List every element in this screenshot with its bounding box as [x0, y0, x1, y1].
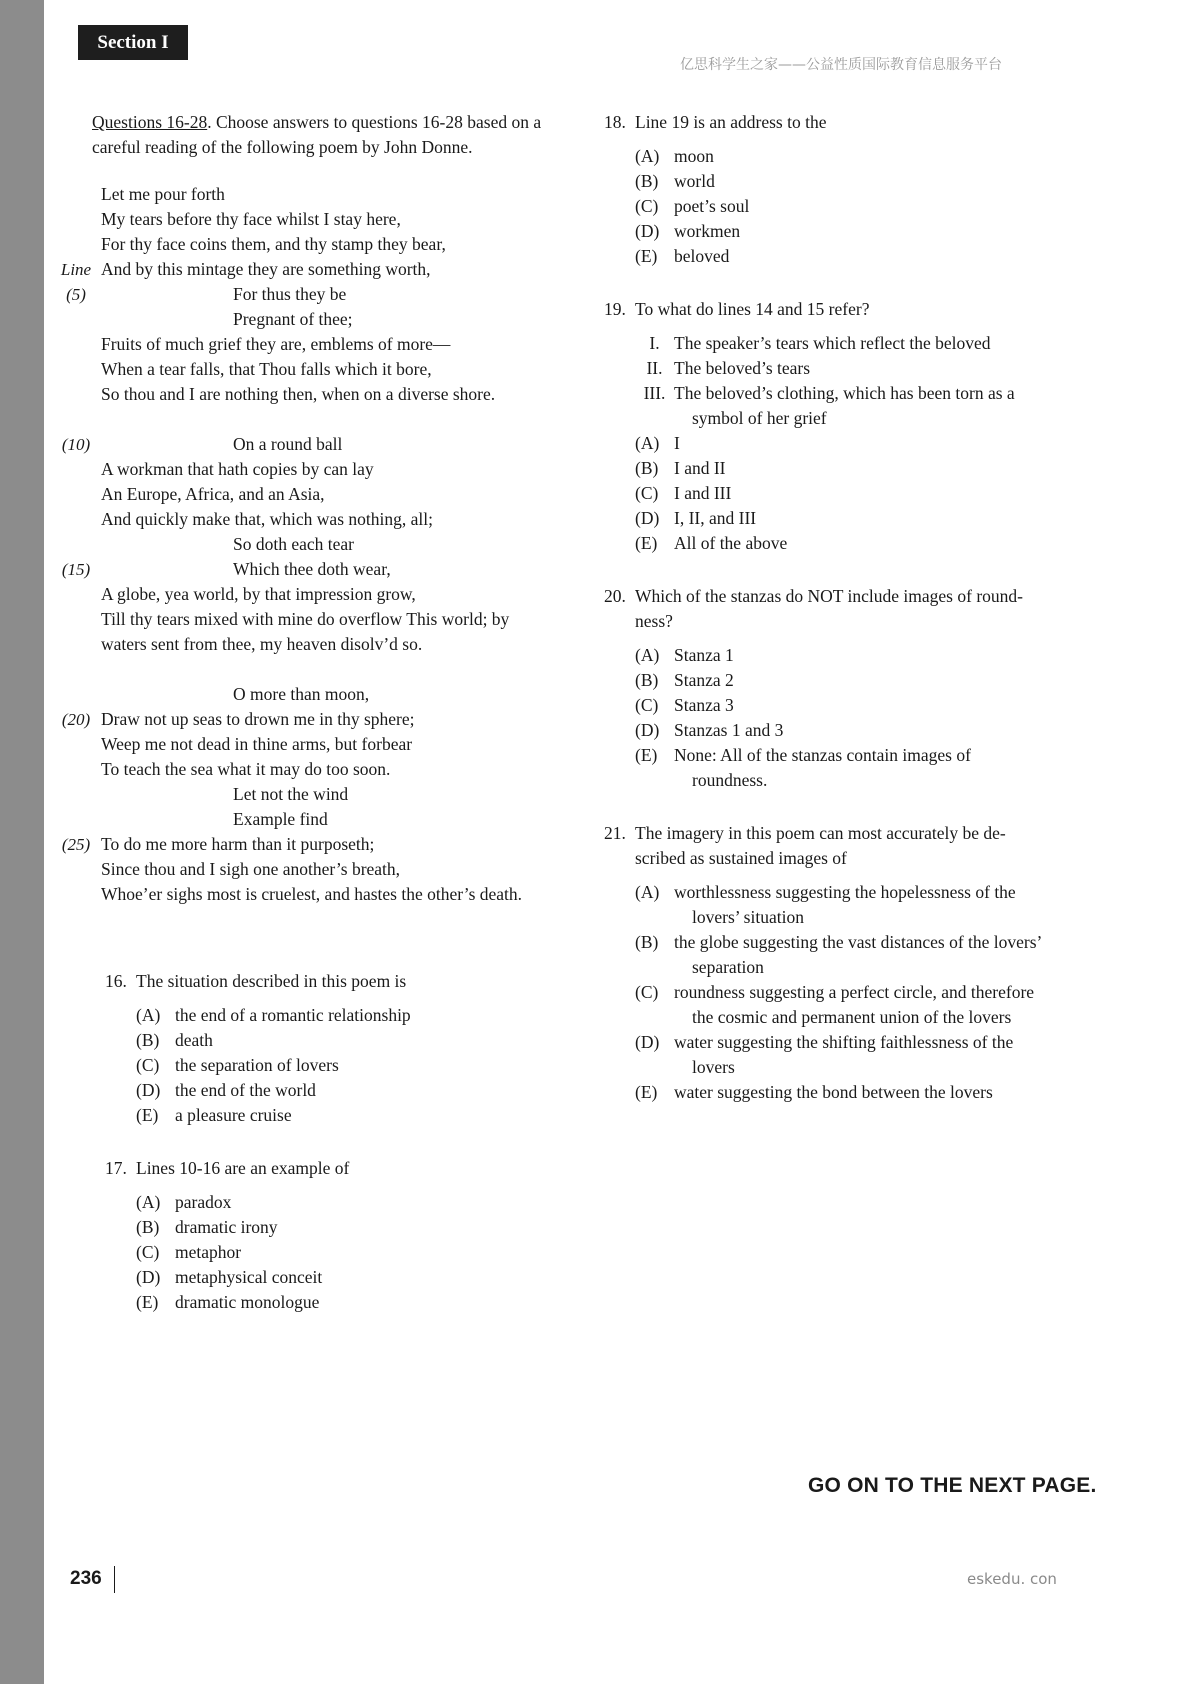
poem-line-text: A workman that hath copies by can lay — [101, 459, 374, 479]
line-number: (20) — [61, 710, 91, 729]
option-text-line: worthlessness suggesting the hopelessness of the — [674, 882, 1016, 902]
option-label: (A) — [635, 882, 660, 902]
questions-left — [58, 969, 578, 1315]
option-text — [175, 1028, 578, 1053]
statement-item — [635, 331, 1079, 356]
poem-line — [58, 357, 578, 382]
option-text-line: the end of the world — [175, 1080, 316, 1100]
answer-option — [136, 1215, 578, 1240]
poem-line-text: O more than moon, — [233, 684, 370, 704]
option-label: (B) — [635, 458, 659, 478]
option-text — [674, 169, 1079, 194]
option-text-line: dramatic monologue — [175, 1292, 320, 1312]
option-text-line: poet’s soul — [674, 196, 750, 216]
poem-line-text: An Europe, Africa, and an Asia, — [101, 484, 325, 504]
option-text — [674, 219, 1079, 244]
question-stem — [105, 969, 578, 994]
poem-line — [58, 432, 578, 457]
poem-line-text: To do me more harm than it purposeth; — [101, 834, 375, 854]
left-column — [58, 110, 578, 1343]
answer-option — [136, 1290, 578, 1315]
page-number-divider — [114, 1566, 115, 1593]
poem-line — [58, 232, 578, 257]
option-text — [674, 456, 1079, 481]
poem-line — [58, 257, 578, 282]
answer-option — [635, 481, 1079, 506]
option-text-line: roundness suggesting a perfect circle, and therefore — [674, 982, 1035, 1002]
poem-stanza — [58, 682, 578, 907]
option-text-line: world — [674, 171, 715, 191]
option-text — [674, 693, 1079, 718]
option-text-line: the end of a romantic relationship — [175, 1005, 411, 1025]
answer-option — [635, 930, 1079, 980]
option-label: (A) — [136, 1005, 161, 1025]
poem-line — [58, 782, 578, 807]
question-text: The situation described in this poem is — [136, 971, 407, 991]
option-text-line: metaphor — [175, 1242, 242, 1262]
next-page-notice: GO ON TO THE NEXT PAGE. — [808, 1474, 1097, 1497]
option-text-line: roundness. — [692, 770, 768, 790]
poem-line — [58, 682, 578, 707]
option-label: (A) — [635, 645, 660, 665]
option-text-line: metaphysical conceit — [175, 1267, 323, 1287]
poem-line-text: Till thy tears mixed with mine do overflow This world; by — [101, 609, 510, 629]
poem-line — [58, 307, 578, 332]
line-number: (10) — [61, 435, 91, 454]
option-text-line: Stanzas 1 and 3 — [674, 720, 784, 740]
option-label: (D) — [136, 1080, 161, 1100]
option-label: (D) — [635, 508, 660, 528]
answer-option — [136, 1265, 578, 1290]
question-number: 21. — [604, 823, 626, 843]
poem-line — [58, 457, 578, 482]
question-item — [105, 969, 578, 1128]
question-item — [604, 110, 1079, 269]
line-number: (5) — [66, 285, 86, 304]
answer-option — [635, 169, 1079, 194]
option-text-line: lovers — [692, 1057, 735, 1077]
answer-option — [635, 506, 1079, 531]
poem-line-text: When a tear falls, that Thou falls which it bore, — [101, 359, 432, 379]
answer-option — [136, 1028, 578, 1053]
option-text-line: Stanza 3 — [674, 695, 734, 715]
answer-option — [635, 456, 1079, 481]
answer-option — [635, 531, 1079, 556]
statement-list — [635, 331, 1079, 431]
option-text-line: workmen — [674, 221, 741, 241]
poem-line — [58, 482, 578, 507]
answer-option — [136, 1190, 578, 1215]
option-text — [674, 930, 1079, 980]
answer-option — [136, 1078, 578, 1103]
question-stem — [604, 110, 1079, 135]
question-stem — [105, 1156, 578, 1181]
poem-line-text: For thy face coins them, and thy stamp they bear, — [101, 234, 446, 254]
poem-stanza — [58, 182, 578, 407]
option-text — [674, 1030, 1079, 1080]
answer-option — [635, 194, 1079, 219]
answer-option — [635, 1080, 1079, 1105]
option-label: (E) — [136, 1105, 159, 1125]
answer-options — [635, 643, 1079, 793]
answer-option — [635, 219, 1079, 244]
question-stem — [604, 821, 1079, 871]
line-number: (15) — [61, 560, 91, 579]
question-text-line: The imagery in this poem can most accurately be de- — [635, 823, 1006, 843]
instructions — [92, 110, 572, 160]
poem-line — [58, 582, 578, 607]
question-stem — [604, 297, 1079, 322]
poem-line — [58, 382, 578, 407]
answer-option — [635, 1030, 1079, 1080]
roman-numeral: II. — [646, 358, 663, 378]
option-text-line: I and II — [674, 458, 726, 478]
question-text-line: Which of the stanzas do NOT include images of round- — [635, 586, 1023, 606]
poem-line — [58, 832, 578, 857]
option-text — [674, 194, 1079, 219]
option-text-line: the cosmic and permanent union of the lovers — [692, 1007, 1012, 1027]
site-url: eskedu. con — [967, 1570, 1057, 1588]
option-text-line: beloved — [674, 246, 730, 266]
option-text-line: I and III — [674, 483, 732, 503]
option-text — [674, 668, 1079, 693]
option-text — [674, 331, 1079, 356]
option-text — [674, 1080, 1079, 1105]
question-text — [635, 584, 1079, 634]
answer-option — [635, 668, 1079, 693]
poem-line-text: So doth each tear — [233, 534, 354, 554]
answer-option — [136, 1103, 578, 1128]
poem — [58, 182, 578, 907]
answer-options — [136, 1003, 578, 1128]
option-text-line: lovers’ situation — [692, 907, 804, 927]
option-text — [175, 1215, 578, 1240]
option-text-line: the globe suggesting the vast distances of the lovers’ — [674, 932, 1043, 952]
poem-line-text: To teach the sea what it may do too soon. — [101, 759, 391, 779]
poem-line — [58, 882, 578, 907]
poem-line — [58, 557, 578, 582]
poem-line-text: Since thou and I sigh one another’s breath, — [101, 859, 401, 879]
page-number: 236 — [70, 1568, 102, 1589]
question-text — [635, 821, 1079, 871]
instructions-text: . Choose answers to questions 16-28 based on a careful reading of the following poem by John Donne. — [92, 112, 542, 157]
poem-line-text: A globe, yea world, by that impression grow, — [101, 584, 416, 604]
option-text — [175, 1290, 578, 1315]
option-label: (B) — [136, 1030, 160, 1050]
option-text-line: symbol of her grief — [692, 408, 827, 428]
option-text — [175, 1265, 578, 1290]
question-number: 19. — [604, 299, 626, 319]
option-label: (B) — [635, 670, 659, 690]
option-label: (A) — [635, 146, 660, 166]
option-label: (E) — [635, 246, 658, 266]
page-margin-bar — [0, 0, 44, 1684]
answer-option — [635, 980, 1079, 1030]
question-text: To what do lines 14 and 15 refer? — [635, 299, 870, 319]
instructions-question-range: Questions 16-28 — [92, 112, 208, 132]
poem-line-text: Let me pour forth — [101, 184, 225, 204]
option-text — [674, 356, 1079, 381]
poem-line-text: Whoe’er sighs most is cruelest, and hastes the other’s death. — [101, 884, 523, 904]
question-item — [604, 584, 1079, 793]
poem-line — [58, 732, 578, 757]
answer-options — [635, 880, 1079, 1105]
question-number: 18. — [604, 112, 626, 132]
questions-right — [604, 110, 1079, 1133]
poem-line-text: Which thee doth wear, — [233, 559, 391, 579]
option-text — [674, 643, 1079, 668]
option-text — [175, 1078, 578, 1103]
option-text — [674, 531, 1079, 556]
option-label: (D) — [136, 1267, 161, 1287]
poem-line-text: Draw not up seas to drown me in thy sphere; — [101, 709, 415, 729]
option-label: (C) — [635, 483, 659, 503]
option-text — [674, 880, 1079, 930]
option-label: (E) — [635, 745, 658, 765]
option-label: (A) — [635, 433, 660, 453]
poem-line — [58, 282, 578, 307]
option-text — [674, 481, 1079, 506]
poem-line — [58, 707, 578, 732]
option-label: (C) — [136, 1242, 160, 1262]
option-label: (C) — [136, 1055, 160, 1075]
answer-option — [635, 244, 1079, 269]
option-text-line: None: All of the stanzas contain images of — [674, 745, 971, 765]
question-item — [105, 1156, 578, 1315]
option-label: (E) — [136, 1292, 159, 1312]
option-label: (E) — [635, 1082, 658, 1102]
answer-option — [136, 1053, 578, 1078]
option-text — [674, 743, 1079, 793]
poem-line-text: Let not the wind — [233, 784, 349, 804]
poem-line-text: Example find — [233, 809, 328, 829]
poem-line — [58, 207, 578, 232]
option-text-line: death — [175, 1030, 213, 1050]
answer-option — [635, 718, 1079, 743]
option-label: (C) — [635, 982, 659, 1002]
poem-line — [58, 532, 578, 557]
option-text — [175, 1190, 578, 1215]
answer-options — [635, 431, 1079, 556]
line-number: (25) — [61, 835, 91, 854]
poem-line — [58, 507, 578, 532]
statement-item — [635, 356, 1079, 381]
option-text-line: All of the above — [674, 533, 788, 553]
option-text-line: Stanza 1 — [674, 645, 734, 665]
poem-line-text: My tears before thy face whilst I stay here, — [101, 209, 401, 229]
question-text: Line 19 is an address to the — [635, 112, 827, 132]
watermark-text: 亿思科学生之家——公益性质国际教育信息服务平台 — [680, 57, 1002, 73]
roman-numeral: I. — [649, 333, 660, 353]
option-text — [674, 244, 1079, 269]
poem-stanza — [58, 432, 578, 657]
answer-option — [635, 144, 1079, 169]
question-item — [604, 821, 1079, 1105]
option-text-line: water suggesting the shifting faithlessness of the — [674, 1032, 1014, 1052]
answer-option — [635, 431, 1079, 456]
option-label: (D) — [635, 221, 660, 241]
question-text-line: ness? — [635, 611, 673, 631]
poem-line — [58, 807, 578, 832]
option-label: (C) — [635, 695, 659, 715]
poem-line-text: On a round ball — [233, 434, 343, 454]
question-text-line: scribed as sustained images of — [635, 848, 847, 868]
option-text — [175, 1240, 578, 1265]
option-text — [175, 1003, 578, 1028]
option-text — [175, 1103, 578, 1128]
question-number: 20. — [604, 586, 626, 606]
section-label: Section I — [78, 25, 188, 60]
poem-line-text: And quickly make that, which was nothing, all; — [101, 509, 433, 529]
question-text: Lines 10-16 are an example of — [136, 1158, 350, 1178]
poem-line-text: Weep me not dead in thine arms, but forbear — [101, 734, 413, 754]
option-text-line: separation — [692, 957, 764, 977]
option-text — [674, 381, 1079, 431]
option-text-line: I — [674, 433, 680, 453]
option-text-line: Stanza 2 — [674, 670, 734, 690]
option-text — [175, 1053, 578, 1078]
option-text-line: The speaker’s tears which reflect the beloved — [674, 333, 991, 353]
answer-option — [635, 693, 1079, 718]
answer-option — [635, 643, 1079, 668]
option-text — [674, 506, 1079, 531]
question-item — [604, 297, 1079, 556]
option-label: (B) — [136, 1217, 160, 1237]
option-text-line: a pleasure cruise — [175, 1105, 292, 1125]
roman-numeral: III. — [643, 383, 666, 403]
option-text-line: paradox — [175, 1192, 232, 1212]
answer-option — [136, 1003, 578, 1028]
answer-option — [635, 743, 1079, 793]
option-text — [674, 431, 1079, 456]
option-text — [674, 144, 1079, 169]
poem-line-text: For thus they be — [233, 284, 347, 304]
question-stem — [604, 584, 1079, 634]
poem-line — [58, 857, 578, 882]
option-text-line: The beloved’s clothing, which has been torn as a — [674, 383, 1015, 403]
option-label: (C) — [635, 196, 659, 216]
option-label: (D) — [635, 720, 660, 740]
answer-options — [136, 1190, 578, 1315]
poem-line — [58, 757, 578, 782]
option-label: (B) — [635, 171, 659, 191]
option-text-line: moon — [674, 146, 714, 166]
statement-item — [635, 381, 1079, 431]
question-number: 17. — [105, 1158, 127, 1178]
poem-line-text: Fruits of much grief they are, emblems of more— — [101, 334, 451, 354]
option-text-line: dramatic irony — [175, 1217, 278, 1237]
poem-line-text: waters sent from thee, my heaven disolv’d so. — [101, 634, 423, 654]
option-label: (B) — [635, 932, 659, 952]
poem-line-text: And by this mintage they are something worth, — [101, 259, 431, 279]
option-text-line: the separation of lovers — [175, 1055, 339, 1075]
option-text-line: water suggesting the bond between the lovers — [674, 1082, 993, 1102]
option-text — [674, 718, 1079, 743]
poem-line — [58, 607, 578, 632]
option-label: (A) — [136, 1192, 161, 1212]
poem-line-text: So thou and I are nothing then, when on a diverse shore. — [101, 384, 496, 404]
poem-line — [58, 632, 578, 657]
poem-line-text: Pregnant of thee; — [233, 309, 353, 329]
option-label: (E) — [635, 533, 658, 553]
answer-option — [136, 1240, 578, 1265]
poem-line — [58, 182, 578, 207]
poem-line — [58, 332, 578, 357]
option-label: (D) — [635, 1032, 660, 1052]
answer-option — [635, 880, 1079, 930]
answer-options — [635, 144, 1079, 269]
option-text-line: The beloved’s tears — [674, 358, 811, 378]
option-text — [674, 980, 1079, 1030]
question-number: 16. — [105, 971, 127, 991]
option-text-line: I, II, and III — [674, 508, 757, 528]
line-number: Line — [60, 260, 92, 279]
